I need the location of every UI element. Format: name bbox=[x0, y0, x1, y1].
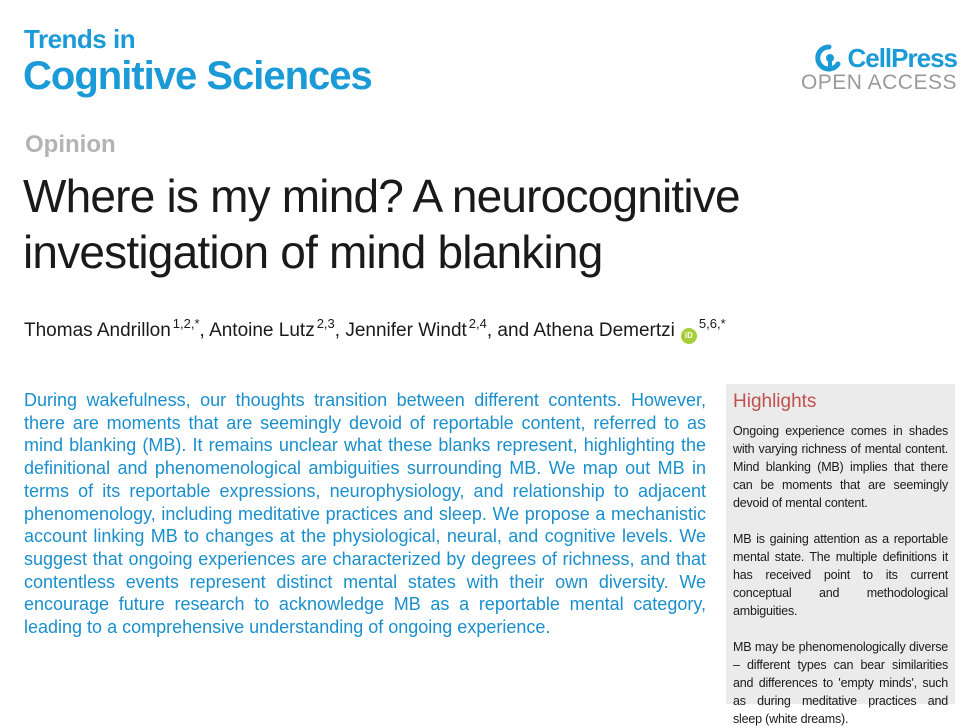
cellpress-row bbox=[787, 44, 957, 72]
author-separator: , bbox=[334, 320, 346, 341]
author-list bbox=[24, 317, 726, 344]
highlight-item: MB is gaining attention as a reportable mental state. The multiple definitions it has received point to its current conceptual and methodological ambiguities. bbox=[733, 532, 948, 618]
highlight-item: MB may be phenomenologically diverse – different types can bear similarities and differences to 'empty minds', such as during meditative practices and sleep (white dreams). bbox=[733, 640, 948, 726]
open-access-label: OPEN ACCESS bbox=[800, 71, 957, 94]
author-affiliation: 2,4 bbox=[468, 316, 487, 331]
highlights-title: Highlights bbox=[733, 391, 817, 412]
highlights-box bbox=[726, 384, 955, 726]
abstract: During wakefulness, our thoughts transition between different contents. However, there are moments that are seemingly devoid of reportable content, referred to as mind blanking (MB). It remains unclear what these blanks represent, highlighting the definitional and phenomenological ambiguities surrounding MB. We map out MB in terms of its reportable expressions, neurophysiology, and relationship to adjacent phenomenology, including meditative practices and sleep. We propose a mechanistic account linking MB to changes at the physiological, neural, and cognitive levels. We suggest that ongoing experiences are characterized by degrees of richness, and that contentless events represent distinct mental states with their own diversity. We encourage future research to acknowledge MB as a reportable mental category, leading to a comprehensive understanding of ongoing experience. bbox=[24, 390, 706, 638]
article-title: Where is my mind? A neurocognitive investigation of mind blanking bbox=[23, 170, 740, 278]
author-name[interactable]: Jennifer Windt bbox=[345, 320, 467, 341]
author-name[interactable]: Antoine Lutz bbox=[209, 320, 315, 341]
author-separator: , and bbox=[486, 320, 534, 341]
author-affiliation: 1,2,* bbox=[172, 316, 200, 331]
journal-title-large: Cognitive Sciences bbox=[23, 54, 372, 98]
author-affiliation: 2,3 bbox=[316, 316, 335, 331]
author-name[interactable]: Thomas Andrillon bbox=[24, 320, 171, 341]
author-name[interactable]: Athena Demertzi bbox=[533, 320, 675, 341]
highlight-item: Ongoing experience comes in shades with varying richness of mental content. Mind blanking (MB) implies that there can be moments that are seemingly devoid of mental content. bbox=[733, 424, 948, 510]
author-affiliation: 5,6,* bbox=[698, 316, 726, 331]
journal-title-small: Trends in bbox=[24, 24, 136, 54]
publisher-block bbox=[787, 44, 957, 93]
cellpress-logo-icon bbox=[815, 44, 843, 72]
author-separator: , bbox=[199, 320, 210, 341]
publisher-name: CellPress bbox=[847, 43, 957, 73]
orcid-icon[interactable]: iD bbox=[681, 328, 697, 344]
article-type: Opinion bbox=[25, 131, 116, 158]
